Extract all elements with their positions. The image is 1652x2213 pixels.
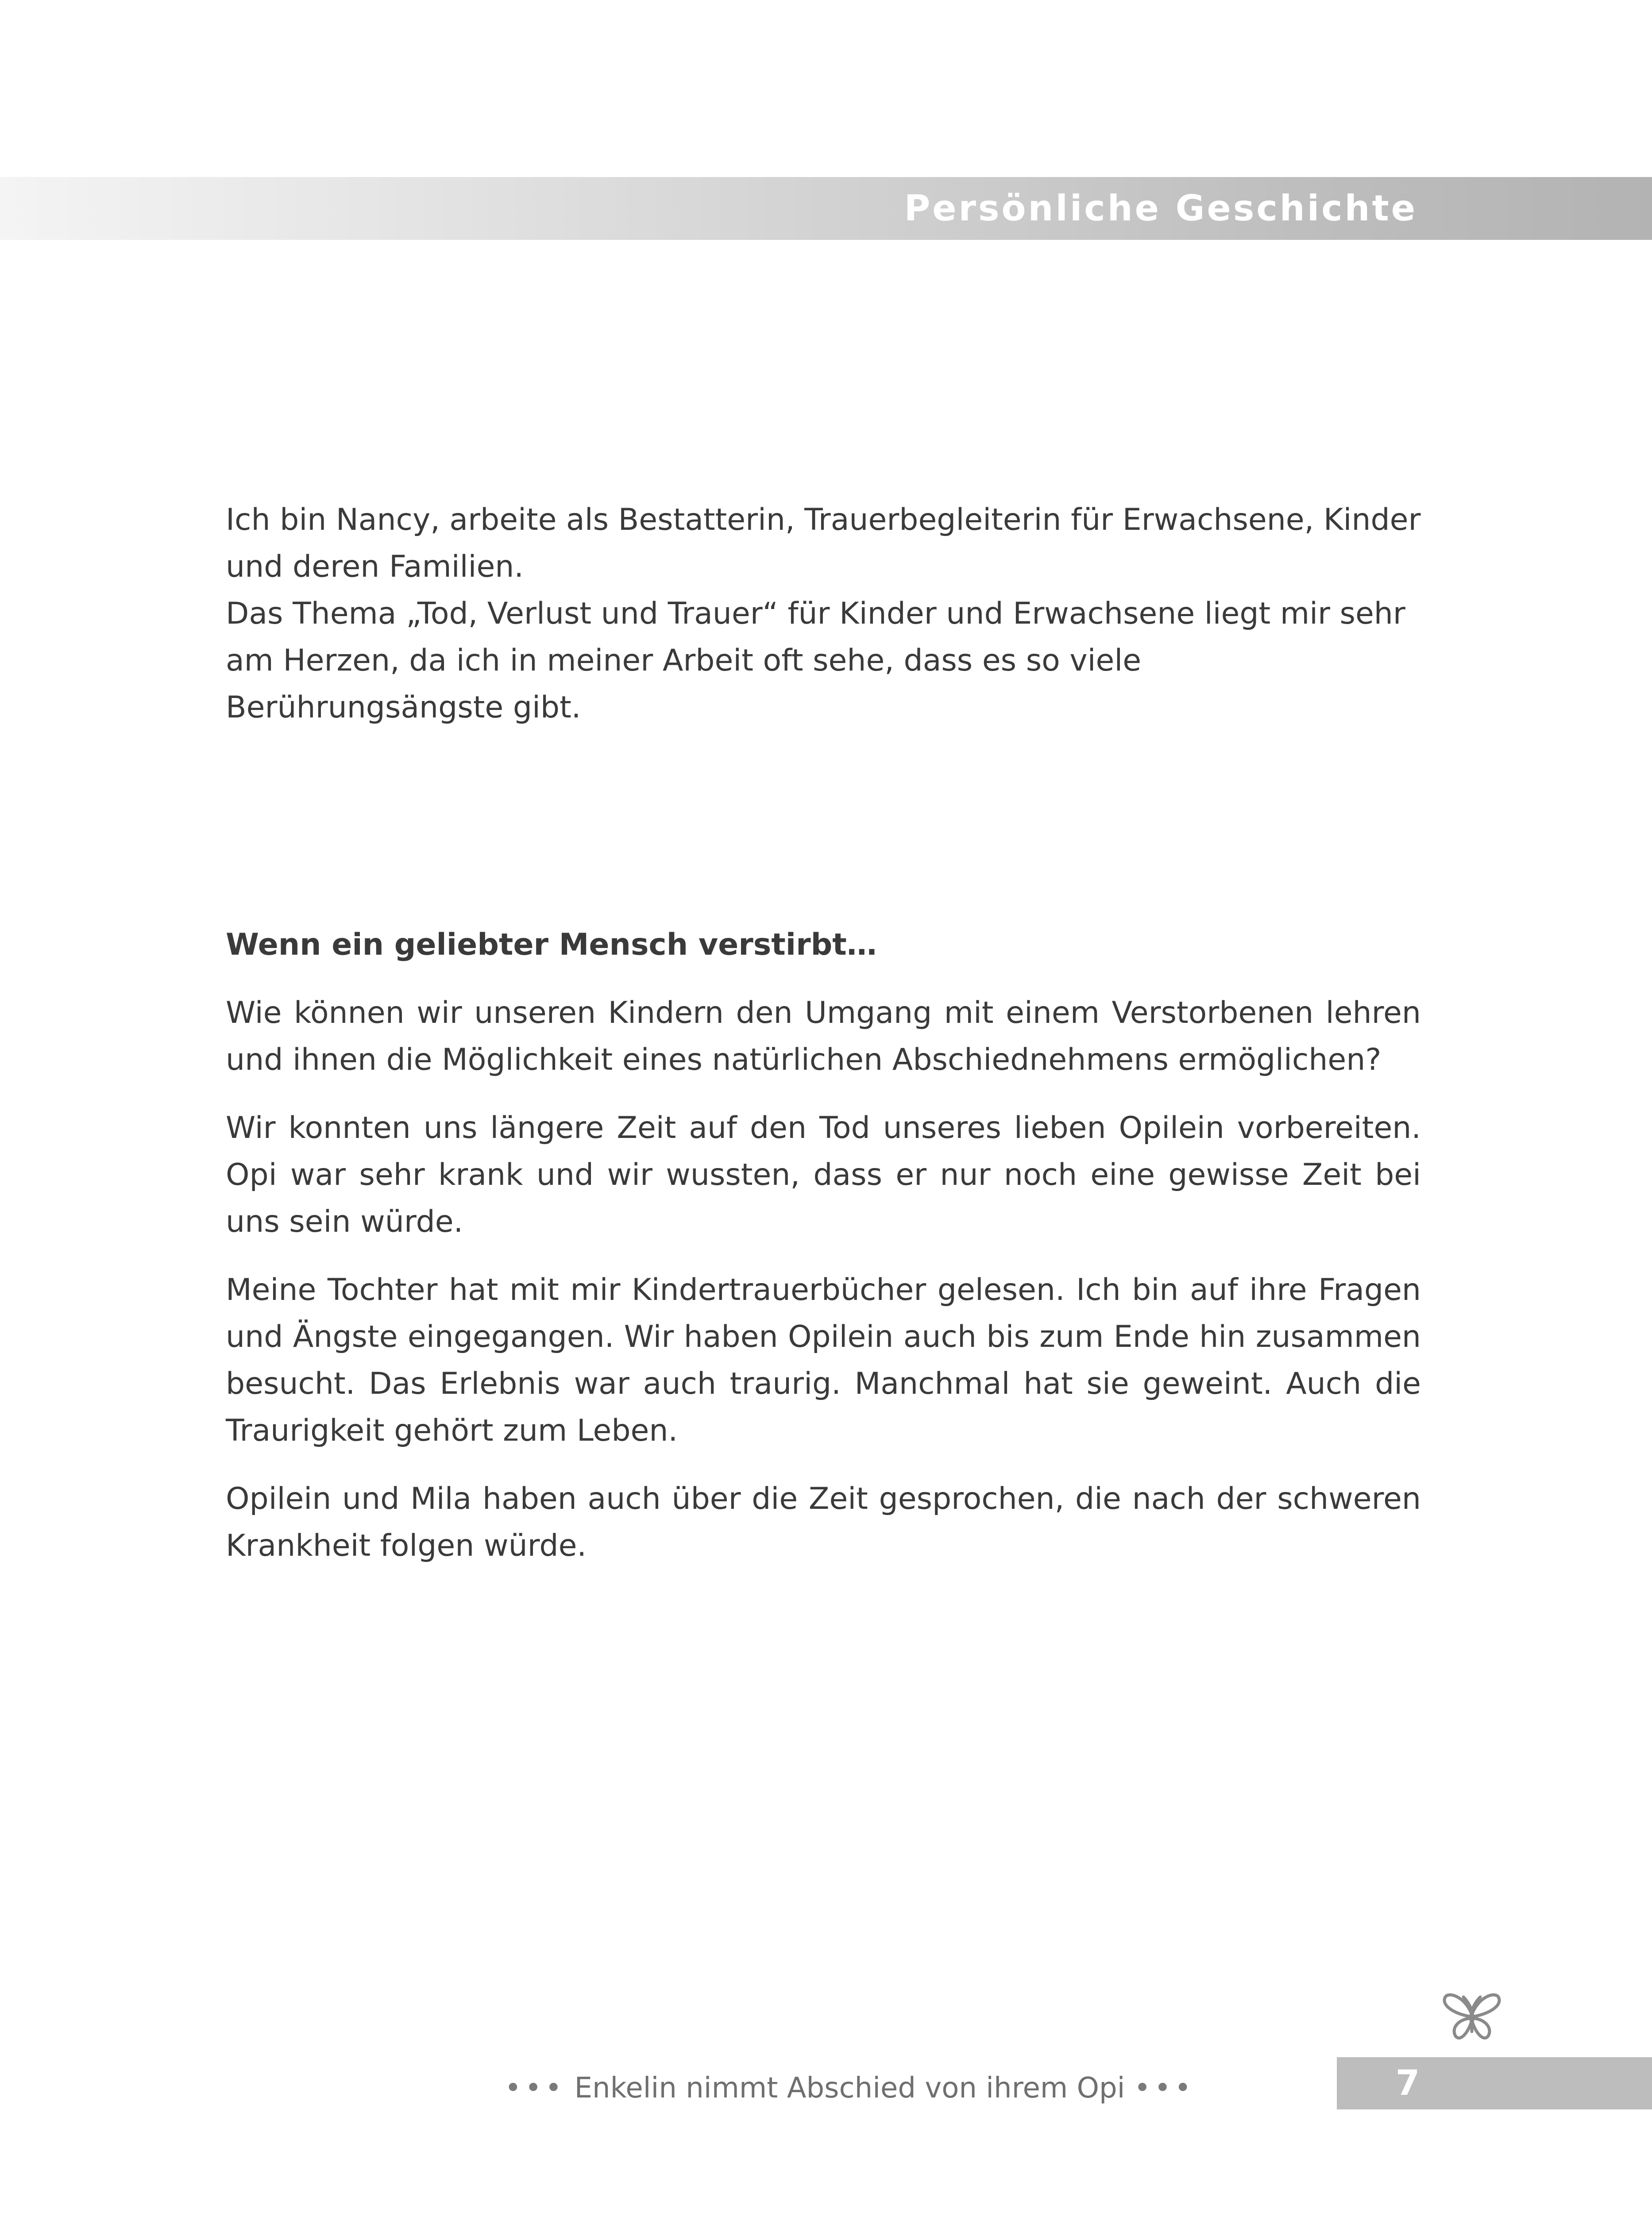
body-paragraph: Meine Tochter hat mit mir Kindertrauerbücher gelesen. Ich bin auf ihre Fragen und Ängste eingegangen. Wir haben Opilein auch bis zum Ende hin zusammen besucht. Das Erlebnis war auch traurig. Manchmal hat sie geweint. Auch die Traurigkeit gehört zum Leben. bbox=[226, 1272, 1421, 1448]
page-number: 7 bbox=[1395, 2063, 1420, 2103]
butterfly-icon bbox=[1439, 1987, 1505, 2045]
intro-paragraph-1: Ich bin Nancy, arbeite als Bestatterin, Trauerbegleiterin für Erwachsene, Kinder und deren Familien. bbox=[226, 502, 1421, 584]
main-content bbox=[226, 497, 1421, 1591]
footer-book-title bbox=[505, 2066, 1195, 2110]
page-title: Persönliche Geschichte bbox=[904, 188, 1417, 229]
header-band bbox=[0, 177, 1652, 240]
footer-title-text: Enkelin nimmt Abschied von ihrem Opi bbox=[574, 2072, 1125, 2105]
intro-block bbox=[226, 497, 1421, 731]
page-number-box bbox=[1337, 2057, 1652, 2109]
body-paragraph: Opilein und Mila haben auch über die Zeit gesprochen, die nach der schweren Krankheit folgen würde. bbox=[226, 1481, 1421, 1563]
body-paragraph: Wir konnten uns längere Zeit auf den Tod unseres lieben Opilein vorbereiten. Opi war sehr krank und wir wussten, dass er nur noch eine gewisse Zeit bei uns sein würde. bbox=[226, 1110, 1421, 1239]
section-heading: Wenn ein geliebter Mensch verstirbt… bbox=[226, 927, 877, 962]
body-paragraph: Wie können wir unseren Kindern den Umgang mit einem Verstorbenen lehren und ihnen die Möglichkeit eines natürlichen Abschiednehmens ermöglichen? bbox=[226, 995, 1421, 1077]
footer-dots-right: ••• bbox=[1134, 2072, 1195, 2105]
intro-paragraph-2: Das Thema „Tod, Verlust und Trauer“ für Kinder und Erwachsene liegt mir sehr am Herzen, da ich in meiner Arbeit oft sehe, dass es so viele Berührungsängste gibt. bbox=[226, 596, 1405, 725]
footer-dots-left: ••• bbox=[505, 2072, 566, 2105]
